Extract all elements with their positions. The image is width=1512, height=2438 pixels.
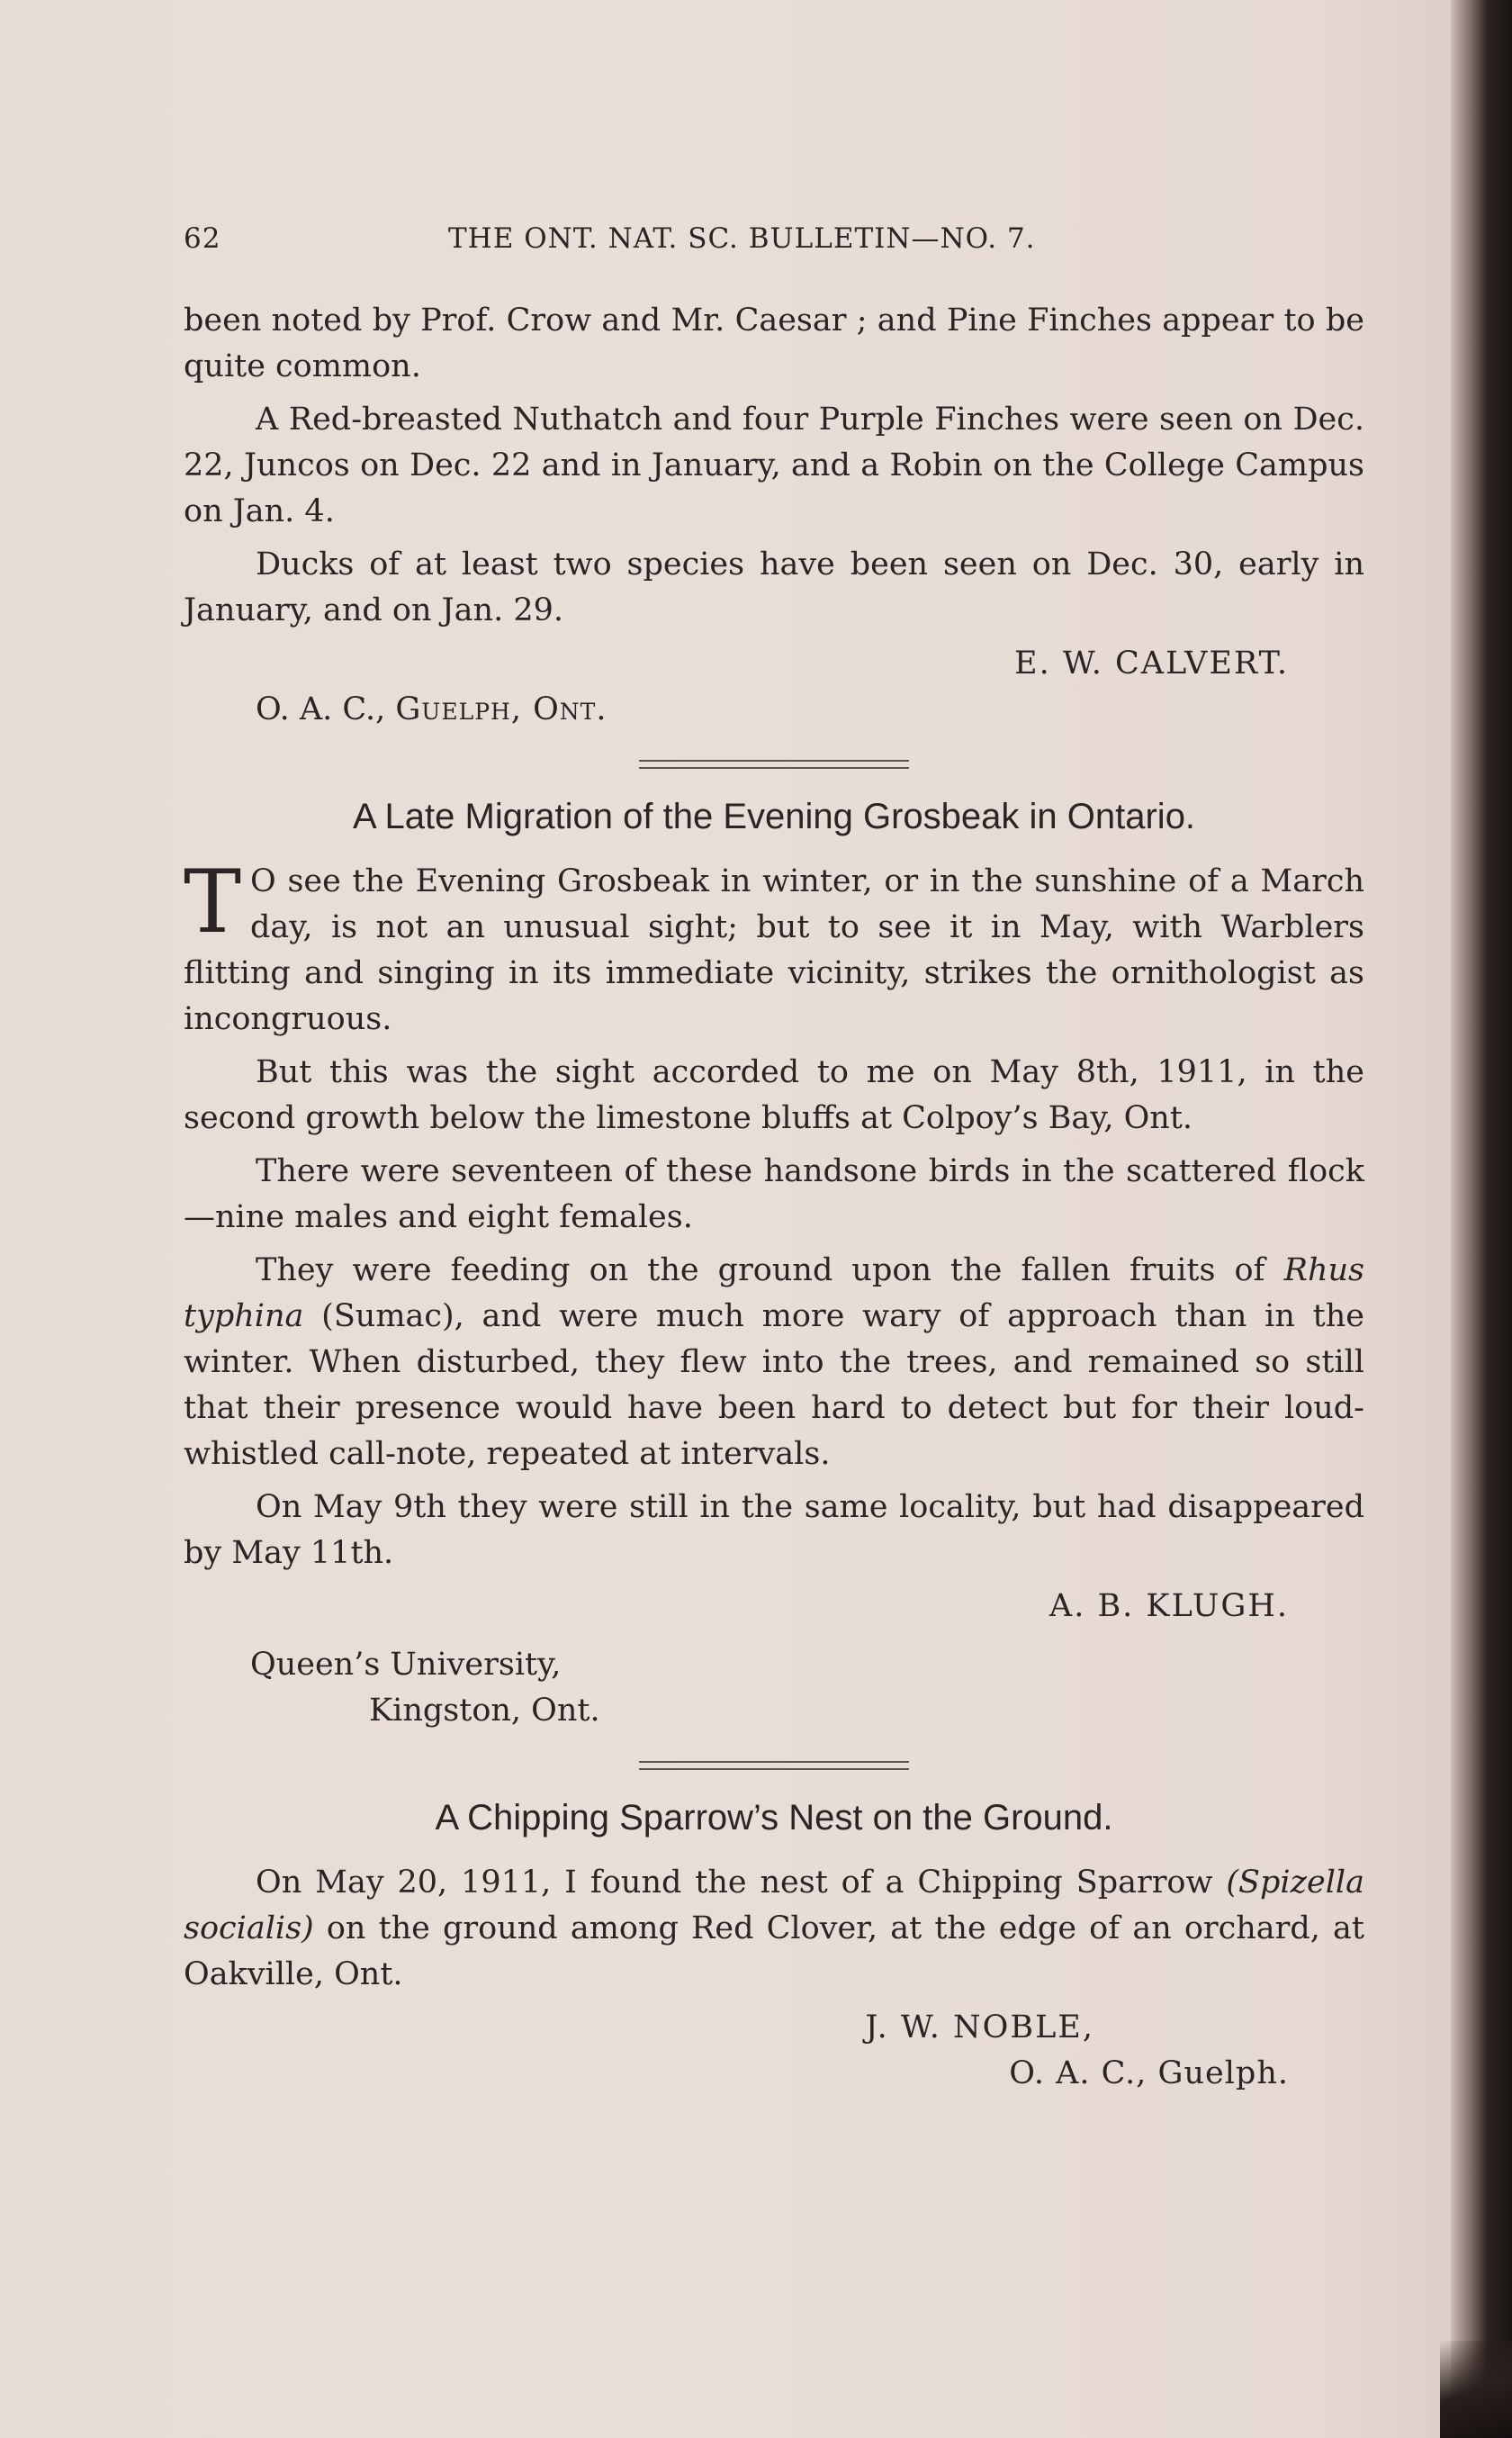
section-divider [639,1761,909,1770]
article-calvert [184,298,1364,733]
location-smallcaps: Guelph, Ont. [395,691,608,727]
paragraph-text: O see the Evening Grosbeak in winter, or in the sunshine of a March day, is not an unusual sight; but to see it in May, with Warblers flitting and singing in its immediate vicinity, strikes the ornithologist as incongruous. [184,863,1364,1037]
book-spine-shadow [1451,0,1512,2438]
author-affiliation: O. A. C., Guelph. [1009,2055,1289,2091]
article-chipping-sparrow [184,1795,1364,2097]
author-location [256,687,1364,733]
article-title: A Late Migration of the Evening Grosbeak in Ontario. [352,797,1196,836]
book-corner-shadow [1440,2341,1512,2438]
paragraph [184,1860,1364,1998]
drop-cap: T [184,852,242,953]
running-header [184,216,1364,262]
species-name: (Spizella socialis) [184,1865,1364,1946]
article-grosbeak [184,794,1364,1734]
paragraph-text: on the ground among Red Clover, at the edge of an orchard, at Oakville, Ont. [184,1910,1364,1992]
author-signature: E. W. CALVERT. [1014,646,1289,682]
page-content [184,216,1364,2097]
author-address-line: Kingston, Ont. [369,1693,600,1729]
article-title: A Chipping Sparrow’s Nest on the Ground. [435,1798,1113,1838]
paragraph: been noted by Prof. Crow and Mr. Caesar ; and Pine Finches appear to be quite common. [184,302,1364,384]
paragraph: Ducks of at least two species have been seen on Dec. 30, early in January, and on Jan. 29. [184,546,1364,628]
page-number: 62 [184,222,221,255]
paragraph: On May 9th they were still in the same locality, but had disappeared by May 11th. [184,1489,1364,1571]
paragraph: A Red-breasted Nuthatch and four Purple Finches were seen on Dec. 22, Juncos on Dec. 22 and in January, and a Robin on the College Campus on Jan. 4. [184,402,1364,529]
paragraph [184,1248,1364,1477]
section-divider [639,760,909,769]
paragraph-text: (Sumac), and were much more wary of approach than in the winter. When disturbed, they flew into the trees, and remained so still that their presence would have been hard to detect but for their loud-whistled call-note, repeated at intervals. [184,1298,1364,1472]
paragraph-text: They were feeding on the ground upon the fallen fruits of [256,1252,1284,1288]
paragraph: But this was the sight accorded to me on May 8th, 1911, in the second growth below the limestone bluffs at Colpoy’s Bay, Ont. [184,1054,1364,1136]
author-signature: J. W. NOBLE, [865,2009,1094,2045]
paragraph-dropcap [184,852,1364,1043]
paragraph-text: On May 20, 1911, I found the nest of a Chipping Sparrow [256,1865,1227,1901]
author-address-line: Queen’s University, [250,1647,562,1683]
author-signature: A. B. KLUGH. [1048,1588,1289,1624]
species-name: Rhus typhina [184,1252,1364,1334]
paragraph: There were seventeen of these handsone birds in the scattered flock—nine males and eight females. [184,1153,1364,1235]
location-prefix: O. A. C., [256,691,396,727]
running-title: THE ONT. NAT. SC. BULLETIN—NO. 7. [448,222,1036,255]
